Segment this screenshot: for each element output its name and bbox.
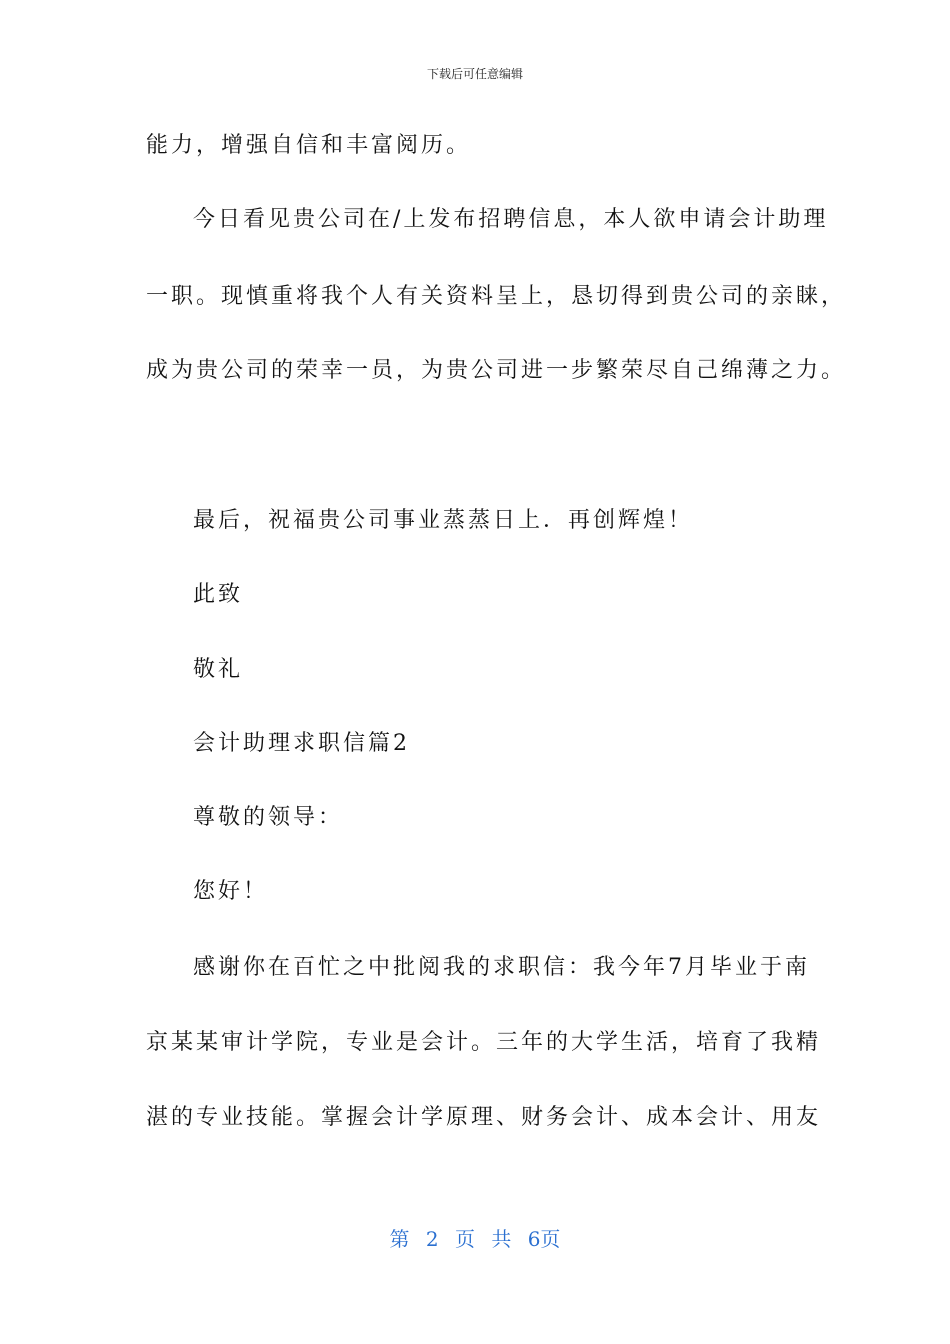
salutation-jingli: 敬礼 [193,657,244,682]
body-line-11: 感谢你在百忙之中批阅我的求职信：我今年7月毕业于南 [193,955,810,980]
body-line-4: 成为贵公司的荣幸一员，为贵公司进一步繁荣尽自己绵薄之力。 [146,358,847,383]
page-indicator: 第 2 页 共 6页 [389,1227,561,1251]
closing-wish: 最后，祝福贵公司事业蒸蒸日上．再创辉煌！ [193,508,694,533]
section-title: 会计助理求职信篇2 [193,731,410,756]
body-line-12: 京某某审计学院，专业是会计。三年的大学生活，培育了我精 [146,1030,822,1055]
page-header-note: 下载后可任意编辑 [426,67,523,81]
body-line-2: 今日看见贵公司在/上发布招聘信息，本人欲申请会计助理 [193,207,829,232]
greeting-hello: 您好！ [193,879,269,904]
body-line-3: 一职。现慎重将我个人有关资料呈上，恳切得到贵公司的亲睐， [146,284,847,309]
greeting-recipient: 尊敬的领导： [193,805,344,830]
body-line-13: 湛的专业技能。掌握会计学原理、财务会计、成本会计、用友 [146,1105,822,1130]
body-line-1: 能力，增强自信和丰富阅历。 [146,133,472,158]
salutation-cizhi: 此致 [193,582,244,607]
